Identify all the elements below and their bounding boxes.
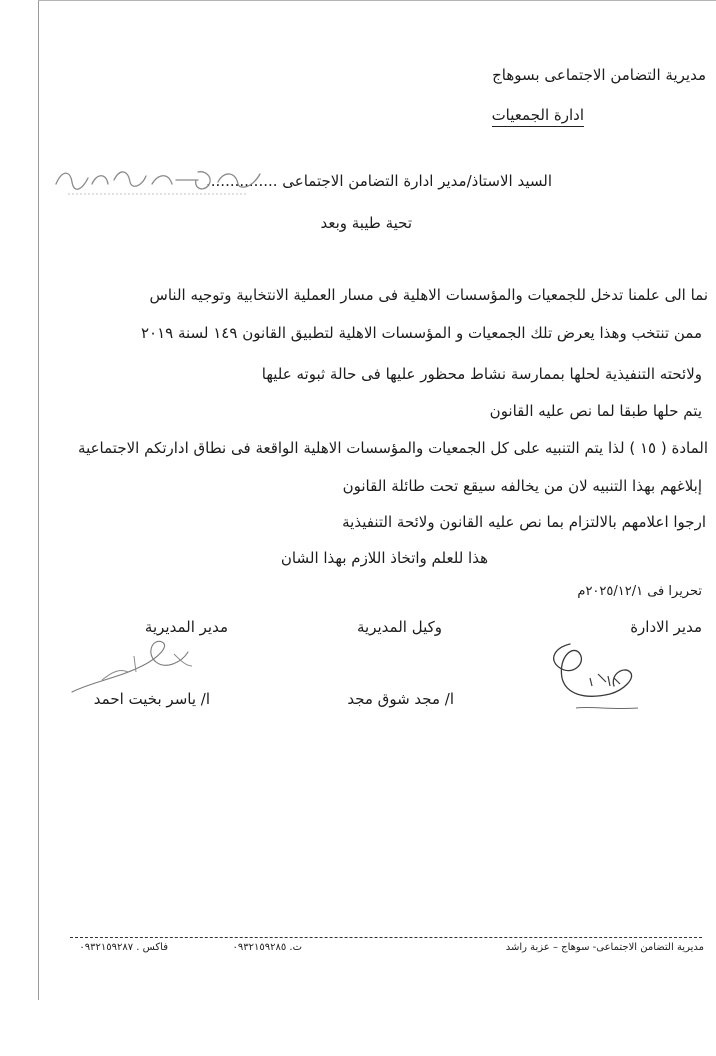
body-line-3: ولائحته التنفيذية لحلها بممارسة نشاط محظور عليها فى حالة ثبوته عليها xyxy=(261,365,702,383)
department-heading: ادارة الجمعيات xyxy=(492,106,584,127)
body-line-5: المادة ( ١٥ ) لذا يتم التنبيه على كل الجمعيات والمؤسسات الاهلية الواقعة فى نطاق ادارتكم الاجتماعية xyxy=(78,439,708,457)
signature-name-deputy: ا/ مجد شوق مجد xyxy=(347,690,454,708)
body-line-7: ارجوا اعلامهم بالالتزام بما نص عليه القانون ولائحة التنفيذية xyxy=(342,513,706,531)
body-line-2: ممن تنتخب وهذا يعرض تلك الجمعيات و المؤسسات الاهلية لتطبيق القانون ١٤٩ لسنة ٢٠١٩ xyxy=(140,324,702,342)
signature-title-admin-director: مدير الادارة xyxy=(630,618,702,636)
signature-mark-admin-director xyxy=(540,638,660,718)
footer-divider xyxy=(70,937,702,938)
body-line-6: إبلاغهم بهذا التنبيه لان من يخالفه سيقع تحت طائلة القانون xyxy=(342,477,702,495)
date-line: تحريرا فى ٢٠٢٥/١٢/١م xyxy=(577,584,702,599)
signature-title-deputy: وكيل المديرية xyxy=(357,618,442,636)
page-left-edge xyxy=(38,0,39,1000)
footer-address: مديرية التضامن الاجتماعى- سوهاج – عزبة راشد xyxy=(505,942,704,953)
footer-phone: ت. ٠٩٣٢١٥٩٢٨٥ xyxy=(232,942,302,953)
greeting: تحية طيبة وبعد xyxy=(320,214,412,232)
signature-title-directorate-director: مدير المديرية xyxy=(144,618,228,636)
signature-name-directorate-director: ا/ ياسر بخيت احمد xyxy=(93,690,210,708)
handwritten-addressee-fill xyxy=(48,160,268,200)
footer-fax: فاكس . ٠٩٣٢١٥٩٢٨٧ xyxy=(79,942,168,953)
addressee-line: السيد الاستاذ/مدير ادارة التضامن الاجتماعى ............... xyxy=(206,172,552,190)
body-line-4: يتم حلها طبقا لما نص عليه القانون xyxy=(489,402,702,420)
body-line-1: نما الى علمنا تدخل للجمعيات والمؤسسات الاهلية فى مسار العملية الانتخابية وتوجيه الناس xyxy=(149,286,708,304)
directorate-heading: مديرية التضامن الاجتماعى بسوهاج xyxy=(492,66,706,84)
page-top-edge xyxy=(38,0,716,1)
body-line-8: هذا للعلم واتخاذ اللازم بهذا الشان xyxy=(280,549,488,567)
